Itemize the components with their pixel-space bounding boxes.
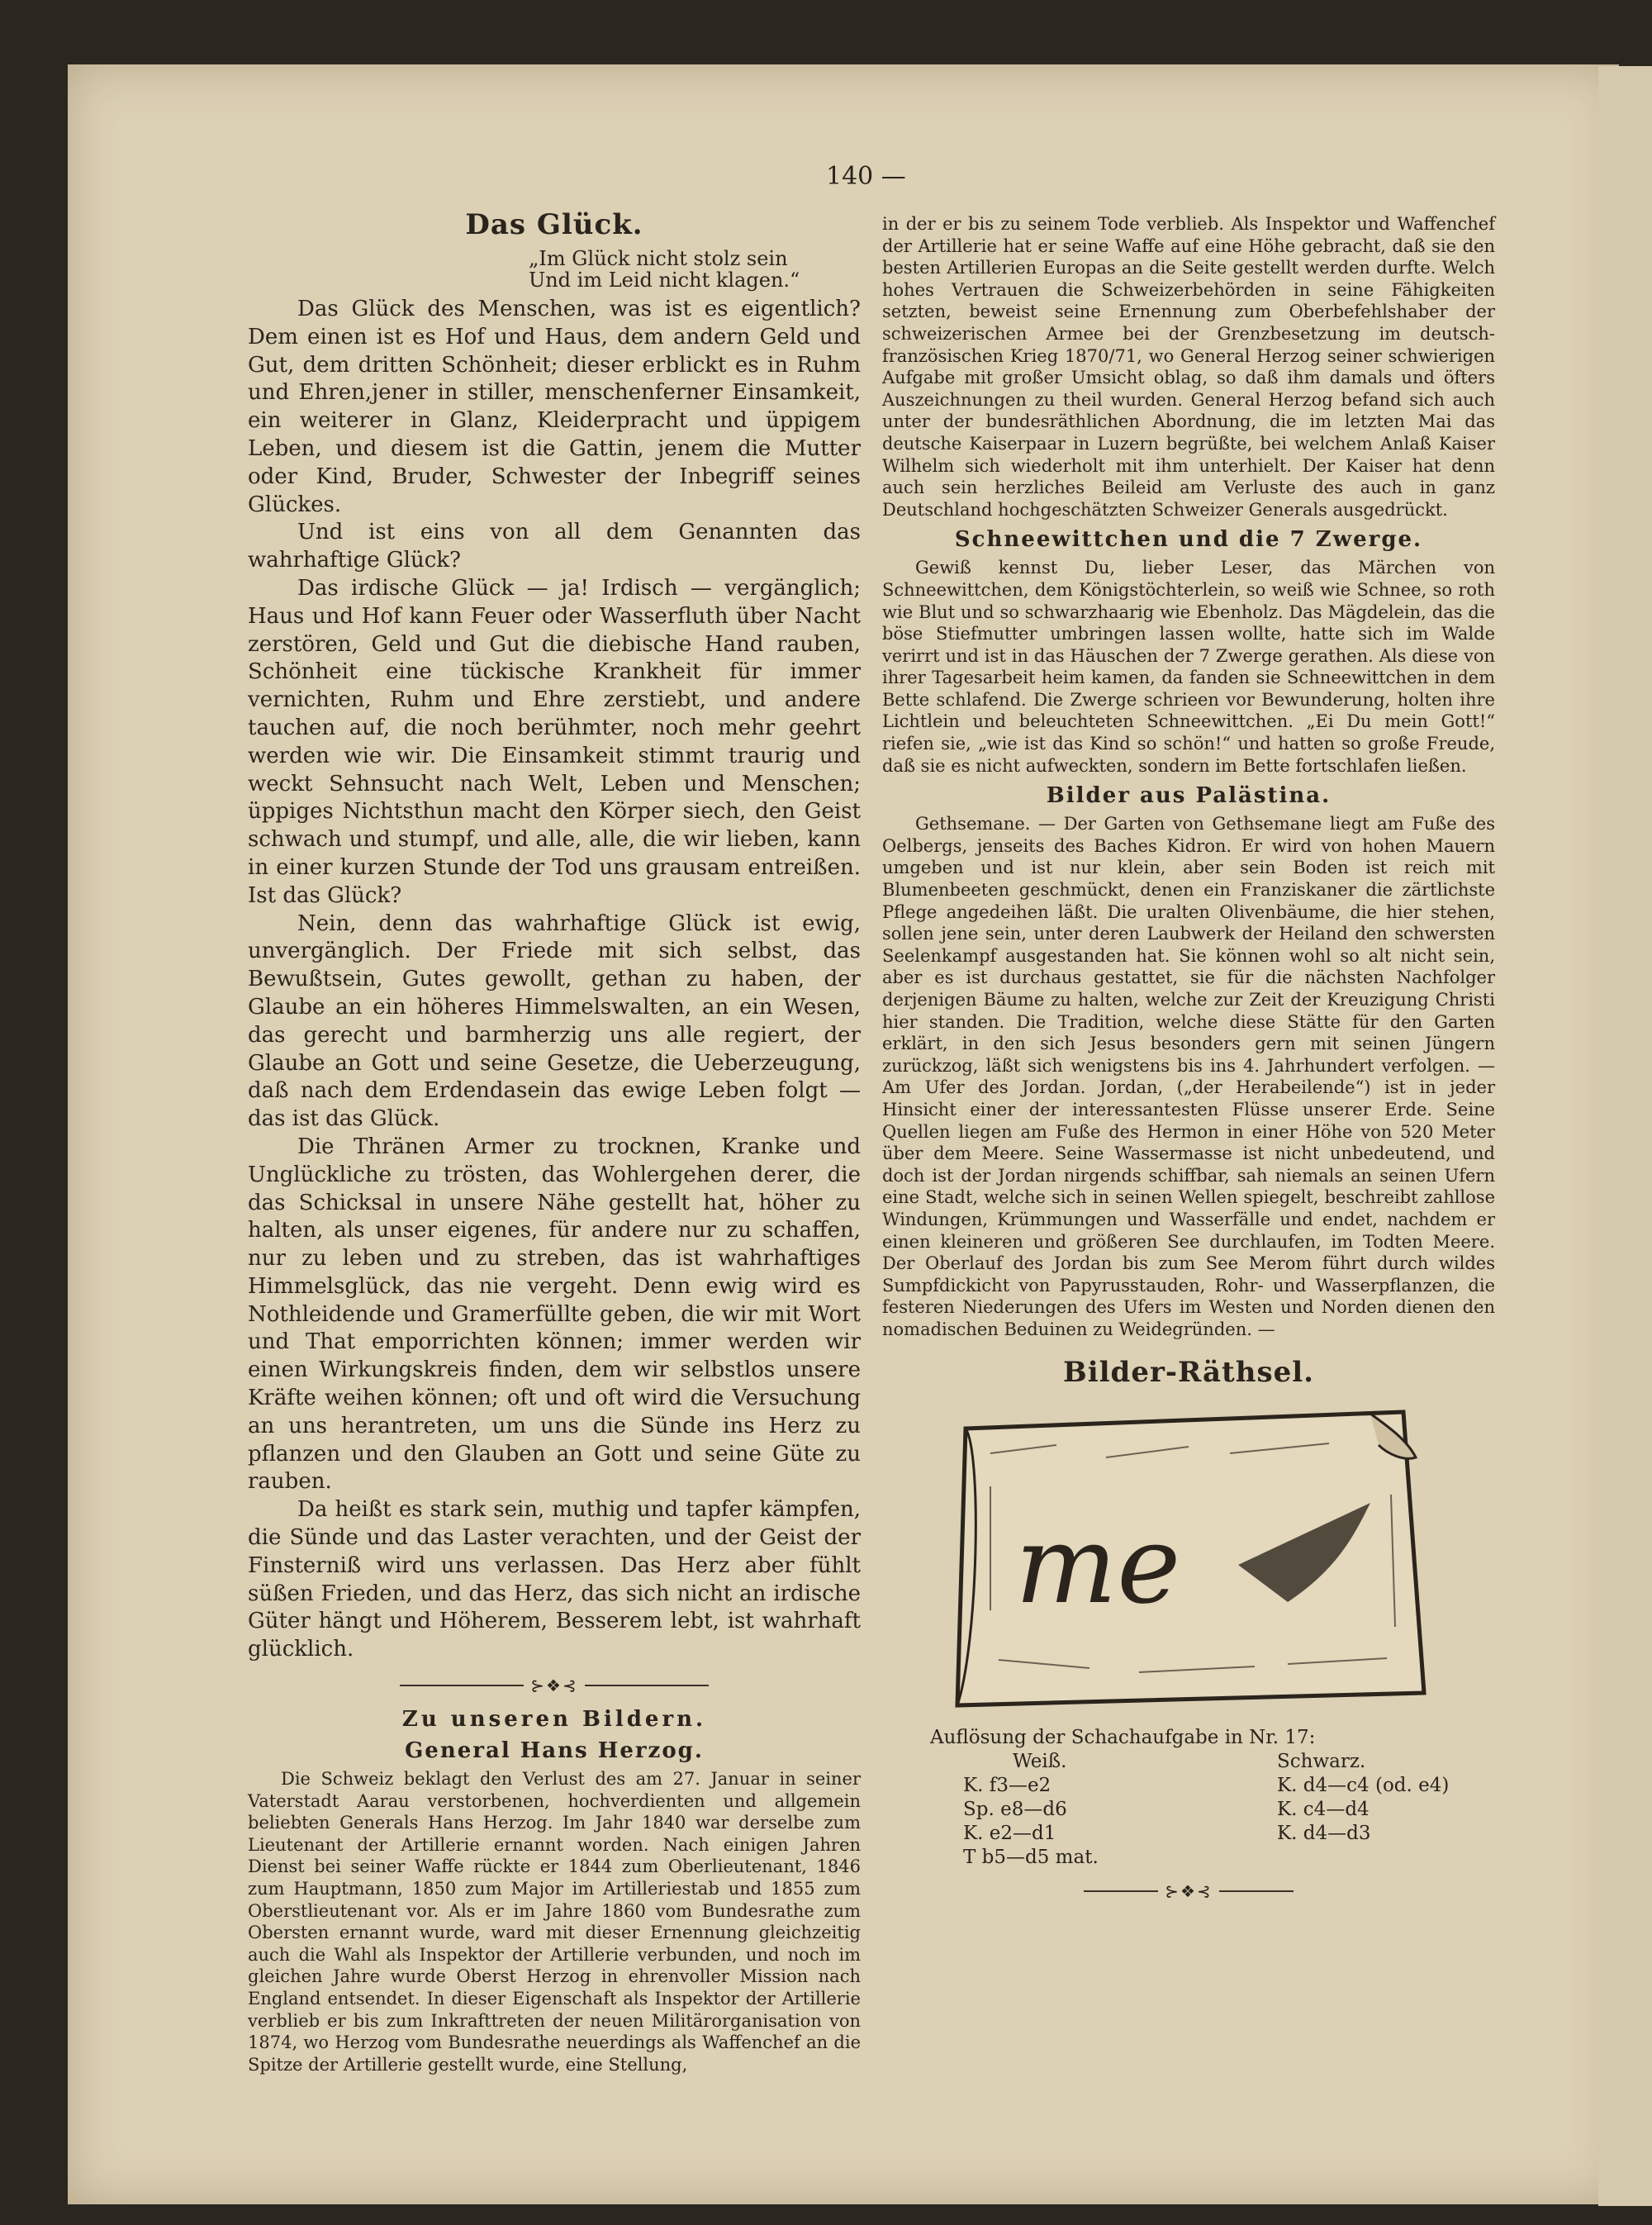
ornament-icon: ⊱❖⊰ xyxy=(530,1676,578,1696)
ornamental-divider xyxy=(882,1881,1495,1901)
picture-puzzle xyxy=(941,1395,1436,1718)
paragraph: Die Thränen Armer zu trocknen, Kranke und Unglückliche zu trösten, das Wohlergehen derer, die das Schicksal in unsere Nähe gestellt hat, höher zu halten, als unser eigenes, für andere nur zu schaffen, nur zu leben und zu streben, das ist wahrhaftiges Himmelsglück, das nie vergeht. Denn ewig wird es Nothleidende und Gramerfüllte geben, die wir mit Wort und That emporrichten können; immer werden wir einen Wirkungskreis finden, dem wir selbstlos unsere Kräfte weihen können; oft und oft wird die Versuchung an uns herantreten, um uns die Sünde ins Herz zu pflanzen und den Glauben an Gott und seine Güte zu rauben. xyxy=(248,1134,861,1495)
left-column xyxy=(248,205,861,2075)
paragraph: Gethsemane. — Der Garten von Gethsemane liegt am Fuße des Oelbergs, jenseits des Baches Kidron. Er wird von hohen Mauern umgeben und ist nur klein, aber sein Boden ist reich mit Blumenbeeten geschmückt, denen ein Franziskaner die zärtlichste Pflege angedeihen läßt. Die uralten Olivenbäume, die hier stehen, sollen jene sein, unter deren Laubwerk der Heiland den schwersten Seelenkampf ausgestanden hat. Sie können wohl so alt nicht sein, aber es ist durchaus gestattet, sie für die nächsten Nachfolger derjenigen Bäume zu halten, welche zur Zeit der Kreuzigung Christi hier standen. Die Tradition, welche diese Stätte für den Garten erklärt, in den sich Jesus besonders gern mit seinen Jüngern zurückzog, läßt sich wenigstens bis ins 4. Jahrhundert verfolgen. — Am Ufer des Jordan. Jordan, („der Herabeilende“) ist in jeder Hinsicht einer der interessantesten Flüsse unserer Erde. Seine Quellen liegen am Fuße des Hermon in einer Höhe von 520 Meter über dem Meere. Seine Wassermasse ist nicht unbedeutend, und doch ist der Jordan nirgends schiffbar, sah niemals an seinen Ufern eine Stadt, welche sich in seinen Wellen spiegelt, beschreibt zahllose Windungen, Krümmungen und Wasserfälle und endet, nachdem er einen kleineren und größeren See durchlaufen, im Todten Meere. Der Oberlauf des Jordan bis zum See Merom führt durch wildes Sumpfdickicht von Papyrusstauden, Rohr- und Wasserpflanzen, die festeren Niederungen des Ufers im Westen und Norden dienen den nomadischen Beduinen zu Weidegründen. — xyxy=(882,814,1495,1339)
article-title-schneewittchen: Schneewittchen und die 7 Zwerge. xyxy=(954,527,1423,553)
paragraph: in der er bis zu seinem Tode verblieb. Als Inspektor und Waffenchef der Artillerie hat er seine Waffe auf eine Höhe gebracht, daß sie den besten Artillerien Europas an die Seite gestellt werden durfte. Welch hohes Vertrauen die Schweizerbehörden in seine Fähigkeiten setzten, beweist seine Ernennung zum Oberbefehlshaber der schweizerischen Armee bei der Grenzbesetzung im deutsch-französischen Krieg 1870/71, wo General Herzog seiner schwierigen Aufgabe mit großer Umsicht oblag, so daß ihm damals und öfters Auszeichnungen zu theil wurden. General Herzog befand sich auch unter der bundesräthlichen Abordnung, die im letzten Mai das deutsche Kaiserpaar in Luzern begrüßte, bei welchem Anlaß Kaiser Wilhelm sich wiederholt mit ihm unterhielt. Der Kaiser hat denn auch sein herzliches Beileid am Verluste des auch in ganz Deutschland hochgeschätzten Schweizer Generals ausgedrückt. xyxy=(882,214,1495,520)
black-move xyxy=(1277,1846,1525,1870)
motto-line: Und im Leid nicht klagen.“ xyxy=(529,269,800,292)
paragraph: Nein, denn das wahrhaftige Glück ist ewig, unvergänglich. Der Friede mit sich selbst, das Bewußtsein, Gutes gewollt, gethan zu haben, der Glaube an ein höheres Himmelswalten, an ein Wesen, das gerecht und barmherzig uns alle regiert, der Glaube an Gott und seine Gesetze, die Ueberzeugung, daß nach dem Erdendasein das ewige Leben folgt — das ist das Glück. xyxy=(248,910,861,1132)
white-label: Weiß. xyxy=(1013,1750,1067,1772)
paragraph: Da heißt es stark sein, muthig und tapfer kämpfen, die Sünde und das Laster verachten, und der Geist der Finsterniß wird uns verlassen. Das Herz aber fühlt süßen Frieden, und das Herz, das sich nicht an irdische Güter hängt und Höherem, Besserem lebt, ist wahrhaft glücklich. xyxy=(248,1497,861,1662)
adjacent-page-edge xyxy=(1598,66,1652,2206)
black-move: K. d4—d3 xyxy=(1277,1822,1371,1844)
paragraph: Das Glück des Menschen, was ist es eigentlich? Dem einen ist es Hof und Haus, dem andern Geld und Gut, dem dritten Schönheit; dieser erblickt es in Ruhm und Ehren,jener in stiller, menschenferner Einsamkeit, ein weiterer in Glanz, Kleiderpracht und üppigem Leben, und diesem ist die Gattin, jenem die Mutter oder Kind, Bruder, Schwester der Inbegriff seines Glückes. xyxy=(248,297,861,517)
white-move: T b5—d5 mat. xyxy=(963,1846,1099,1868)
black-move: K. d4—c4 (od. e4) xyxy=(1277,1774,1450,1796)
article-body-glueck xyxy=(248,296,861,1664)
black-move: K. c4—d4 xyxy=(1277,1798,1370,1820)
article-title-herzog: General Hans Herzog. xyxy=(405,1738,704,1764)
article-title-palaestina: Bilder aus Palästina. xyxy=(1046,783,1332,809)
black-label: Schwarz. xyxy=(1277,1750,1366,1772)
article-continuation-herzog xyxy=(882,213,1495,521)
paragraph: Das irdische Glück — ja! Irdisch — vergänglich; Haus und Hof kann Feuer oder Wasserfluth über Nacht zerstören, Geld und Gut die diebische Hand rauben, Schönheit eine tückische Krankheit für immer vernichten, Ruhm und Ehre zerstiebt, und andere tauchen auf, die noch berühmter, noch mehr geehrt werden wie wir. Die Einsamkeit stimmt traurig und weckt Sehnsucht nach Welt, Leben und Menschen; üppiges Nichtsthun macht den Körper siech, den Geist schwach und stumpf, und alle, alle, die wir lieben, kann in einer kurzen Stunde der Tod uns grausam entreißen. Ist das Glück? xyxy=(248,575,861,908)
chess-solution xyxy=(930,1726,1495,1870)
puzzle-letters: me xyxy=(1015,1501,1181,1628)
puzzle-title: Bilder-Räthsel. xyxy=(1062,1355,1315,1389)
ornament-icon: ⊱❖⊰ xyxy=(1165,1880,1213,1901)
section-title-bilder: Zu unseren Bildern. xyxy=(401,1707,707,1733)
solution-title: Auflösung der Schachaufgabe in Nr. 17: xyxy=(930,1726,1316,1748)
divider-line xyxy=(1084,1890,1158,1892)
ornamental-divider xyxy=(248,1676,861,1695)
white-move: K. e2—d1 xyxy=(963,1822,1056,1844)
divider-line xyxy=(400,1685,524,1686)
article-body-schneewittchen xyxy=(882,557,1495,777)
article-body-herzog xyxy=(248,1768,861,2075)
white-move: K. f3—e2 xyxy=(963,1774,1051,1796)
article-body-palaestina xyxy=(882,813,1495,1340)
page-number: 140 — xyxy=(826,162,906,191)
solution-moves xyxy=(963,1750,1495,1870)
paragraph: Und ist eins von all dem Genannten das wahrhaftige Glück? xyxy=(248,520,861,573)
scroll-illustration xyxy=(941,1395,1436,1718)
paragraph: Gewiß kennst Du, lieber Leser, das Märchen von Schneewittchen, dem Königstöchterlein, so weiß wie Schnee, so roth wie Blut und so schwarzhaarig wie Ebenholz. Das Mägdelein, das die böse Stiefmutter umbringen lassen wollte, hatte sich im Walde verirrt und ist in das Häuschen der 7 Zwerge gerathen. Als diese von ihrer Tagesarbeit heim kamen, da fanden sie Schneewittchen in dem Bette schlafend. Die Zwerge schrieen vor Bewunderung, holten ihre Lichtlein und beleuchteten Schneewittchen. „Ei Du mein Gott!“ riefen sie, „wie ist das Kind so schön!“ und hatten so große Freude, daß sie es nicht aufweckten, sondern im Bette fortschlafen ließen. xyxy=(882,558,1495,776)
divider-line xyxy=(1219,1890,1294,1892)
motto xyxy=(529,248,861,291)
motto-line: „Im Glück nicht stolz sein xyxy=(529,247,788,270)
paragraph: Die Schweiz beklagt den Verlust des am 27. Januar in seiner Vaterstadt Aarau verstorbenen, hochverdienten und allgemein beliebten Generals Hans Herzog. Im Jahr 1840 war derselbe zum Lieutenant der Artillerie ernannt worden. Nach einigen Jahren Dienst bei seiner Waffe rückte er 1844 zum Oberlieutenant, 1846 zum Hauptmann, 1850 zum Major im Artilleriestab und 1855 zum Oberstlieutenant vor. Als er im Jahre 1860 vom Bundesrathe zum Obersten ernannt wurde, ward mit dieser Ernennung gleichzeitig auch die Wahl als Inspektor der Artillerie verbunden, und noch im gleichen Jahre wurde Oberst Herzog in ehrenvoller Mission nach England entsendet. In dieser Eigenschaft als Inspektor der Artillerie verblieb er bis zum Inkrafttreten der neuen Militärorganisation von 1874, wo Herzog vom Bundesrathe neuerdings als Waffenchef an die Spitze der Artillerie gestellt wurde, eine Stellung, xyxy=(248,1769,861,2075)
right-column xyxy=(882,213,1495,1913)
divider-line xyxy=(585,1685,709,1686)
article-title-glueck: Das Glück. xyxy=(465,208,643,241)
white-move: Sp. e8—d6 xyxy=(963,1798,1067,1820)
